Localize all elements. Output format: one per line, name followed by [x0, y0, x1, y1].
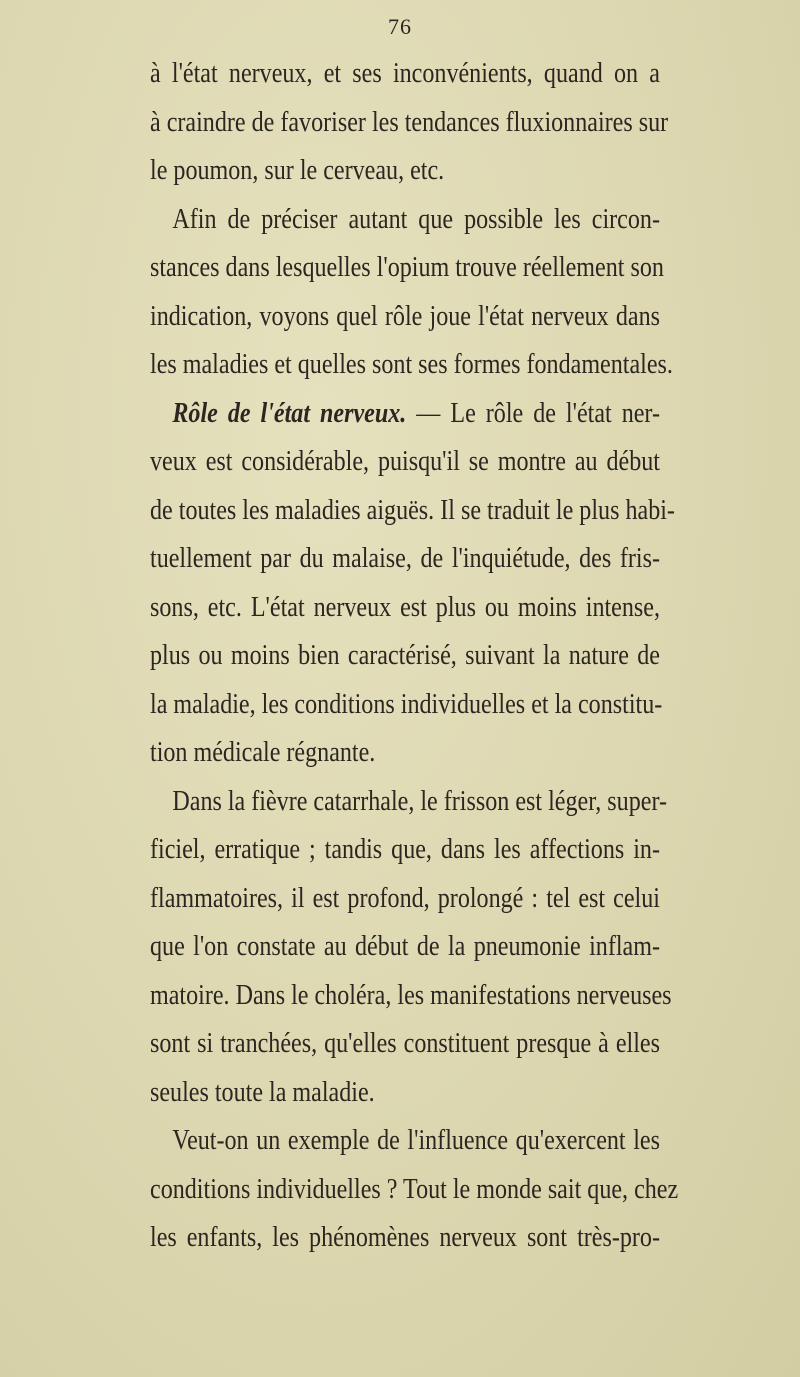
- text-line: [150, 341, 673, 390]
- line-text: Dans la fièvre catarrhale, le frisson est léger, super-: [172, 785, 668, 817]
- line-text: Afin de préciser autant que possible les circon-: [172, 203, 660, 235]
- text-line: [150, 244, 664, 293]
- text-line: [150, 535, 660, 584]
- line-text: Veut-on un exemple de l'influence qu'exercent les: [172, 1125, 660, 1156]
- text-line: [150, 196, 660, 245]
- text-line: [150, 1166, 679, 1215]
- text-line: [150, 438, 660, 487]
- line-text: ficiel, erratique ; tandis que, dans les affections in-: [150, 834, 660, 865]
- text-line: [150, 1117, 660, 1166]
- text-line: [150, 972, 672, 1021]
- text-line: [150, 1020, 660, 1069]
- line-text: indication, voyons quel rôle joue l'état nerveux dans: [150, 300, 660, 332]
- line-text: la maladie, les conditions individuelles et la constitu-: [150, 688, 663, 720]
- line-text: tuellement par du malaise, de l'inquiétude, des fris-: [150, 543, 660, 574]
- line-text: le poumon, sur le cerveau, etc.: [150, 155, 445, 186]
- line-text: tion médicale régnante.: [150, 737, 376, 768]
- text-line: [150, 778, 668, 827]
- line-text: de toutes les maladies aiguës. Il se traduit le plus habi-: [150, 494, 675, 526]
- text-line: [150, 826, 660, 875]
- line-text: à craindre de favoriser les tendances fluxionnaires sur: [150, 106, 669, 138]
- text-line: [150, 293, 660, 342]
- section-heading: Rôle de l'état nerveux.: [172, 397, 407, 429]
- line-text: veux est considérable, puisqu'il se montre au début: [150, 446, 660, 477]
- page-number: 76: [388, 14, 412, 39]
- text-line: [150, 1069, 660, 1118]
- line-text: plus ou moins bien caractérisé, suivant la nature de: [150, 640, 660, 671]
- text-line: [150, 147, 660, 196]
- text-line: [150, 1214, 660, 1263]
- text-line: [150, 584, 660, 633]
- text-line: [150, 487, 675, 536]
- line-text: — Le rôle de l'état ner-: [406, 397, 660, 429]
- line-text: flammatoires, il est profond, prolongé : tel est celui: [150, 882, 660, 914]
- text-line: [150, 729, 660, 778]
- text-line: [150, 390, 660, 439]
- line-text: les maladies et quelles sont ses formes fondamentales.: [150, 349, 673, 380]
- body-text: [150, 50, 679, 1263]
- text-line: [150, 681, 663, 730]
- text-line: [150, 875, 660, 924]
- text-line: [150, 99, 669, 148]
- line-text: sons, etc. L'état nerveux est plus ou moins intense,: [150, 591, 660, 623]
- line-text: conditions individuelles ? Tout le monde sait que, chez: [150, 1173, 679, 1205]
- line-text: les enfants, les phénomènes nerveux sont très-pro-: [150, 1222, 660, 1253]
- text-line: [150, 632, 660, 681]
- text-line: [150, 50, 660, 99]
- text-line: [150, 923, 660, 972]
- line-text: à l'état nerveux, et ses inconvénients, quand on a: [150, 58, 660, 89]
- line-text: sont si tranchées, qu'elles constituent presque à elles: [150, 1028, 660, 1059]
- line-text: stances dans lesquelles l'opium trouve réellement son: [150, 252, 664, 283]
- line-text: matoire. Dans le choléra, les manifestations nerveuses: [150, 979, 672, 1011]
- line-text: que l'on constate au début de la pneumonie inflam-: [150, 931, 660, 962]
- line-text: seules toute la maladie.: [150, 1076, 375, 1108]
